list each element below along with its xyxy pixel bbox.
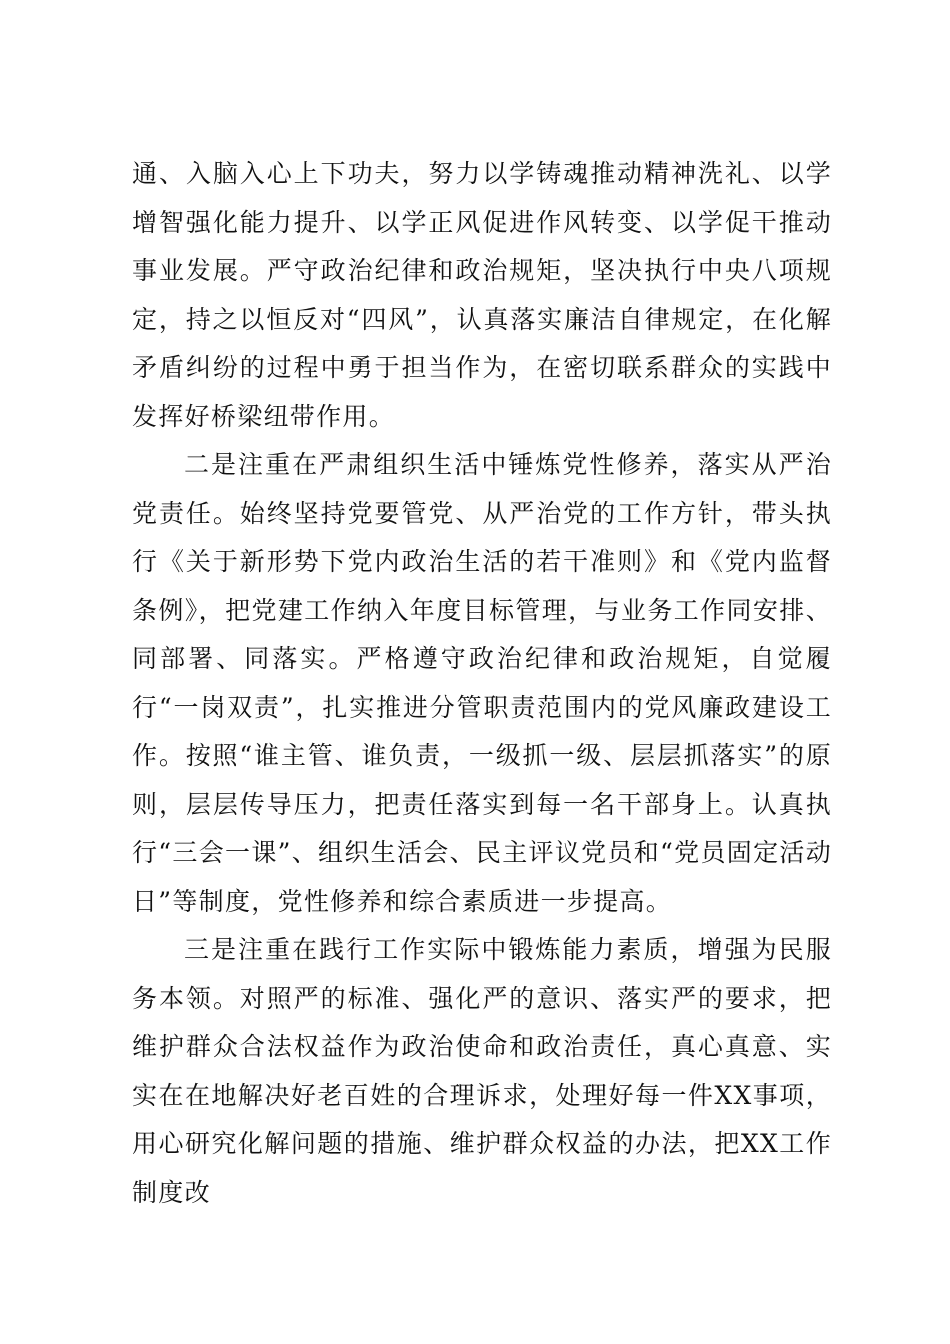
paragraph-continued: 通、入脑入心上下功夫，努力以学铸魂推动精神洗礼、以学增智强化能力提升、以学正风促进作风转变、以学促干推动事业发展。严守政治纪律和政治规矩，坚决执行中央八项规定，持之以恒反对“四风”，认真落实廉洁自律规定，在化解矛盾纠纷的过程中勇于担当作为，在密切联系群众的实践中发挥好桥梁纽带作用。 [132, 159, 832, 431]
paragraph-two: 二是注重在严肃组织生活中锤炼党性修养，落实从严治党责任。始终坚持党要管党、从严治党的工作方针，带头执行《关于新形势下党内政治生活的若干准则》和《党内监督条例》，把党建工作纳入年度目标管理，与业务工作同安排、同部署、同落实。严格遵守政治纪律和政治规矩，自觉履行“一岗双责”，扎实推进分管职责范围内的党风廉政建设工作。按照“谁主管、谁负责，一级抓一级、层层抓落实”的原则，层层传导压力，把责任落实到每一名干部身上。认真执行“三会一课”、组织生活会、民主评议党员和“党员固定活动日”等制度，党性修养和综合素质进一步提高。 [132, 450, 832, 916]
document-body [132, 150, 832, 1217]
paragraph-three: 三是注重在践行工作实际中锻炼能力素质，增强为民服务本领。对照严的标准、强化严的意识、落实严的要求，把维护群众合法权益作为政治使命和政治责任，真心真意、实实在在地解决好老百姓的合理诉求，处理好每一件XX事项，用心研究化解问题的措施、维护群众权益的办法，把XX工作制度改 [132, 935, 832, 1207]
